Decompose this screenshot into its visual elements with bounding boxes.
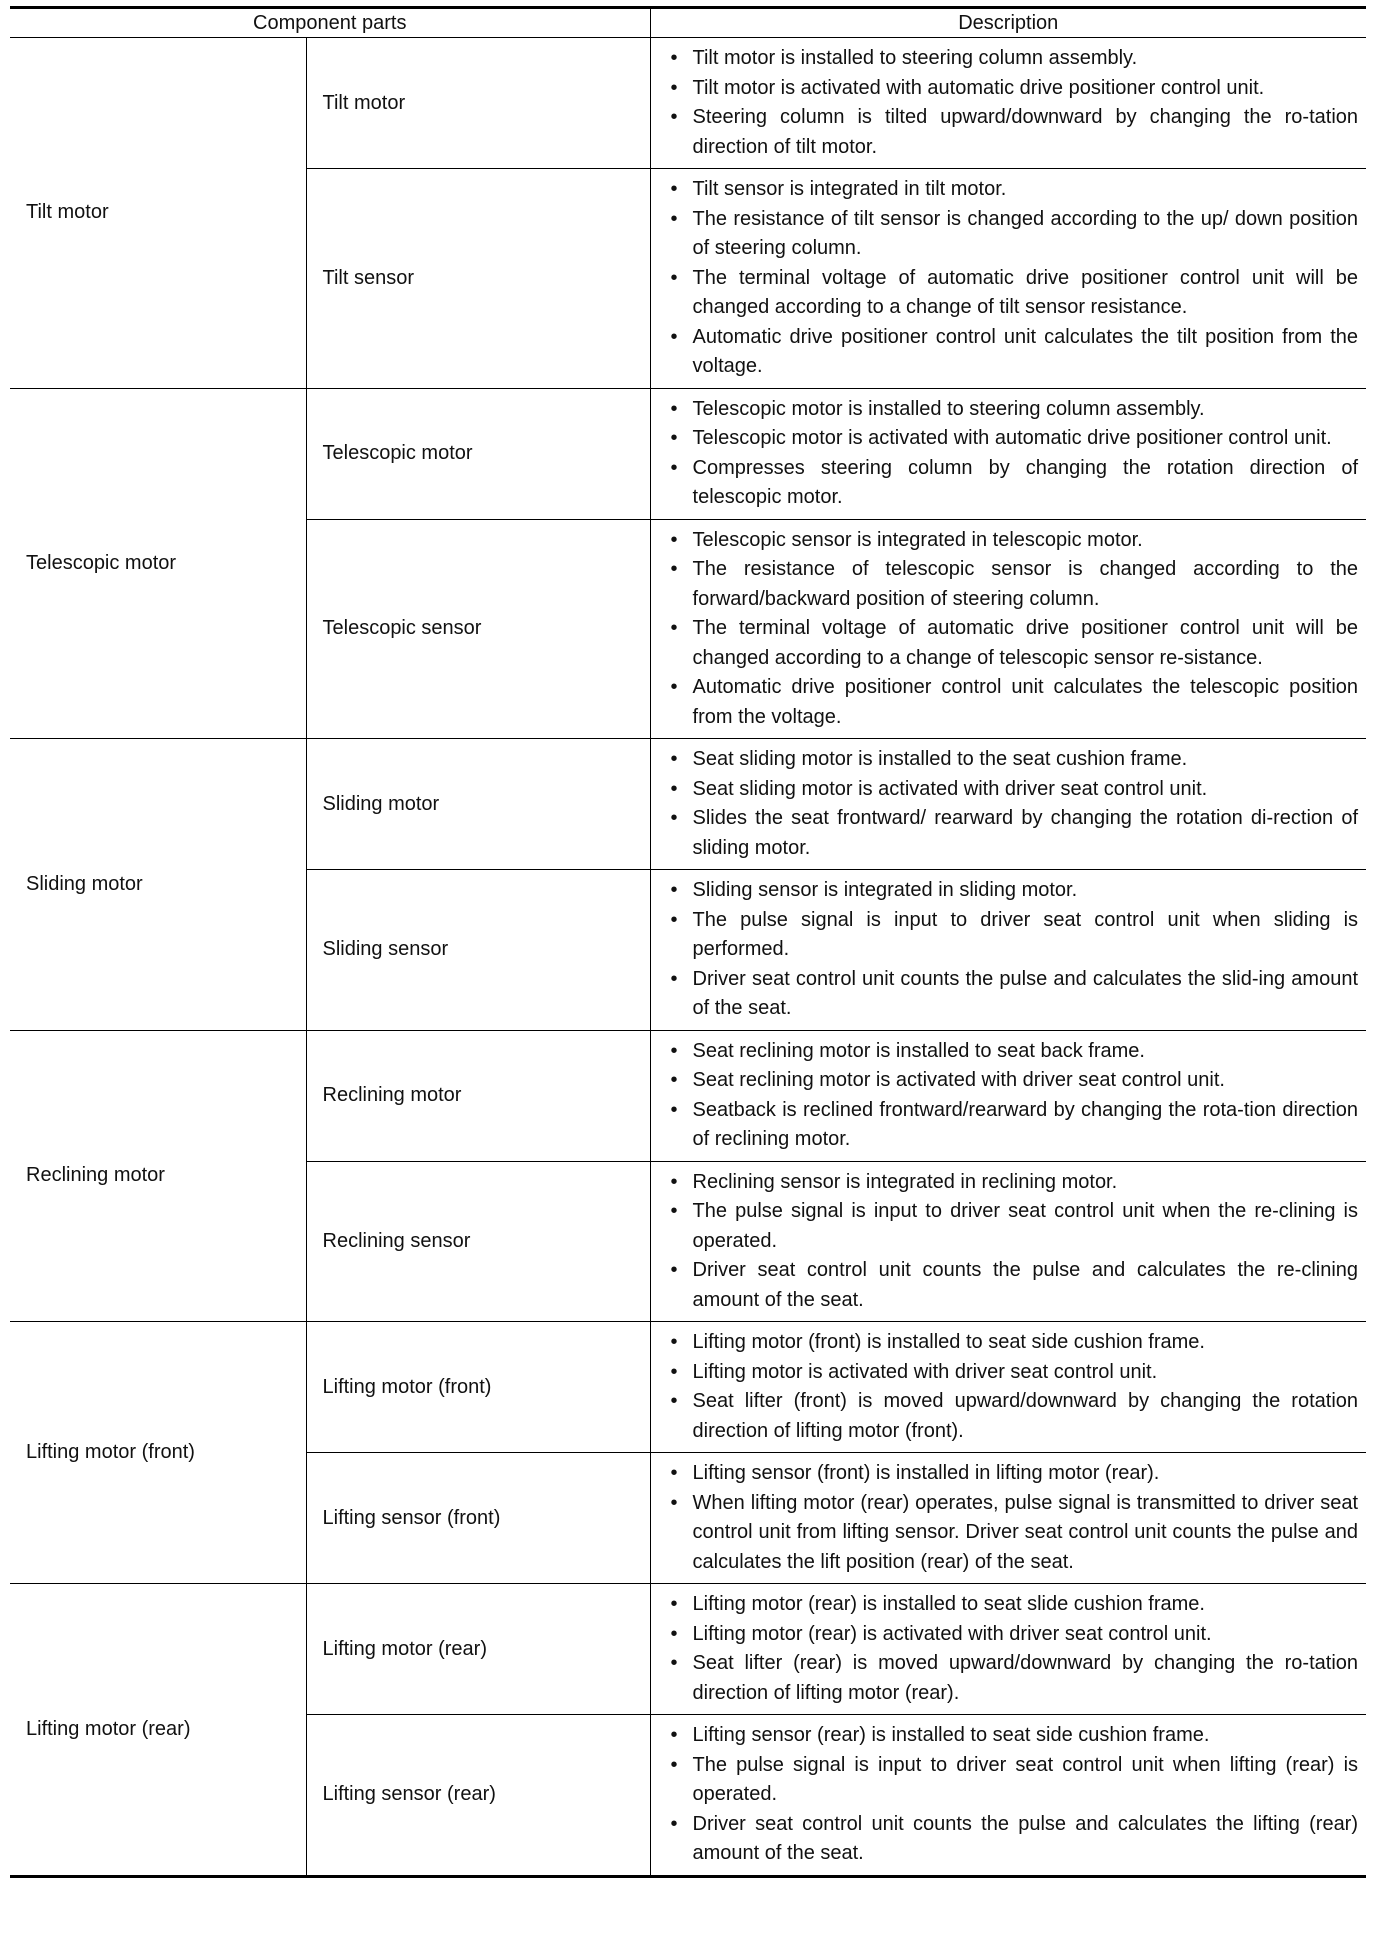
table-header-row [10,8,1366,38]
description-item: • The pulse signal is input to driver seat control unit when lifting (rear) is operated. [667,1751,1359,1810]
description-list [667,1037,1359,1155]
description-cell [650,1584,1366,1715]
description-cell [650,1453,1366,1584]
description-list [667,526,1359,733]
description-item: • Lifting motor (front) is installed to seat side cushion frame. [667,1328,1359,1358]
description-item: • Reclining sensor is integrated in reclining motor. [667,1168,1359,1198]
part-lifting-motor-rear: Lifting motor (rear) [306,1584,650,1715]
description-list [667,1328,1359,1446]
group-lifting-motor-rear: Lifting motor (rear) [10,1584,306,1877]
description-item: • Lifting motor (rear) is installed to seat slide cushion frame. [667,1590,1359,1620]
part-reclining-sensor: Reclining sensor [306,1161,650,1322]
part-lifting-sensor-front: Lifting sensor (front) [306,1453,650,1584]
component-parts-table [10,6,1366,1878]
description-item: • Telescopic motor is activated with automatic drive positioner control unit. [667,424,1359,454]
description-cell [650,739,1366,870]
group-tilt-motor: Tilt motor [10,38,306,389]
header-component-parts: Component parts [10,8,650,38]
component-parts-document [10,6,1366,1878]
description-list [667,1721,1359,1869]
description-list [667,1168,1359,1316]
table-row [10,1030,1366,1161]
group-sliding-motor: Sliding motor [10,739,306,1031]
part-lifting-motor-front: Lifting motor (front) [306,1322,650,1453]
description-list [667,175,1359,382]
description-cell [650,870,1366,1031]
part-telescopic-motor: Telescopic motor [306,388,650,519]
description-list [667,1459,1359,1577]
table-row [10,739,1366,870]
description-item: • Driver seat control unit counts the pulse and calculates the re-clining amount of the seat. [667,1256,1359,1315]
description-item: • Seat sliding motor is installed to the seat cushion frame. [667,745,1359,775]
part-tilt-sensor: Tilt sensor [306,169,650,389]
description-item: • Steering column is tilted upward/downward by changing the ro-tation direction of tilt motor. [667,103,1359,162]
header-description: Description [650,8,1366,38]
description-item: • Automatic drive positioner control unit calculates the tilt position from the voltage. [667,323,1359,382]
description-item: • Lifting motor is activated with driver seat control unit. [667,1358,1359,1388]
description-item: • The terminal voltage of automatic drive positioner control unit will be changed according to a change of tilt sensor resistance. [667,264,1359,323]
table-row [10,1584,1366,1715]
description-list [667,876,1359,1024]
description-item: • The resistance of telescopic sensor is changed according to the forward/backward position of steering column. [667,555,1359,614]
table-row [10,1322,1366,1453]
description-item: • Lifting sensor (rear) is installed to seat side cushion frame. [667,1721,1359,1751]
group-telescopic-motor: Telescopic motor [10,388,306,739]
description-item: • Automatic drive positioner control unit calculates the telescopic position from the voltage. [667,673,1359,732]
description-item: • Lifting motor (rear) is activated with driver seat control unit. [667,1620,1359,1650]
description-list [667,1590,1359,1708]
description-item: • Seat reclining motor is activated with driver seat control unit. [667,1066,1359,1096]
part-telescopic-sensor: Telescopic sensor [306,519,650,739]
description-item: • Seatback is reclined frontward/rearward by changing the rota-tion direction of reclining motor. [667,1096,1359,1155]
description-item: • Seat lifter (rear) is moved upward/downward by changing the ro-tation direction of lifting motor (rear). [667,1649,1359,1708]
description-item: • The pulse signal is input to driver seat control unit when sliding is performed. [667,906,1359,965]
description-cell [650,169,1366,389]
part-sliding-sensor: Sliding sensor [306,870,650,1031]
description-item: • Seat lifter (front) is moved upward/downward by changing the rotation direction of lifting motor (front). [667,1387,1359,1446]
description-item: • The pulse signal is input to driver seat control unit when the re-clining is operated. [667,1197,1359,1256]
part-tilt-motor: Tilt motor [306,38,650,169]
description-cell [650,1322,1366,1453]
description-item: • Driver seat control unit counts the pulse and calculates the slid-ing amount of the seat. [667,965,1359,1024]
description-list [667,745,1359,863]
description-item: • The resistance of tilt sensor is changed according to the up/ down position of steering column. [667,205,1359,264]
description-cell [650,1715,1366,1877]
description-cell [650,1030,1366,1161]
description-item: • Compresses steering column by changing the rotation direction of telescopic motor. [667,454,1359,513]
description-cell [650,519,1366,739]
description-list [667,44,1359,162]
description-item: • Tilt motor is installed to steering column assembly. [667,44,1359,74]
table-row [10,388,1366,519]
description-item: • Driver seat control unit counts the pulse and calculates the lifting (rear) amount of the seat. [667,1810,1359,1869]
description-item: • Seat sliding motor is activated with driver seat control unit. [667,775,1359,805]
group-lifting-motor-front: Lifting motor (front) [10,1322,306,1584]
description-item: • Slides the seat frontward/ rearward by changing the rotation di-rection of sliding motor. [667,804,1359,863]
part-lifting-sensor-rear: Lifting sensor (rear) [306,1715,650,1877]
description-cell [650,388,1366,519]
description-item: • Lifting sensor (front) is installed in lifting motor (rear). [667,1459,1359,1489]
table-row [10,38,1366,169]
table-body [10,38,1366,1877]
description-item: • Tilt motor is activated with automatic drive positioner control unit. [667,74,1359,104]
description-list [667,395,1359,513]
group-reclining-motor: Reclining motor [10,1030,306,1322]
description-item: • Telescopic motor is installed to steering column assembly. [667,395,1359,425]
description-cell [650,1161,1366,1322]
description-item: • The terminal voltage of automatic drive positioner control unit will be changed according to a change of telescopic sensor re-sistance. [667,614,1359,673]
description-item: • When lifting motor (rear) operates, pulse signal is transmitted to driver seat control unit from lifting sensor. Driver seat control unit counts the pulse and calculates the lift position (rear) of the seat. [667,1489,1359,1578]
description-cell [650,38,1366,169]
description-item: • Tilt sensor is integrated in tilt motor. [667,175,1359,205]
description-item: • Telescopic sensor is integrated in telescopic motor. [667,526,1359,556]
description-item: • Seat reclining motor is installed to seat back frame. [667,1037,1359,1067]
part-sliding-motor: Sliding motor [306,739,650,870]
description-item: • Sliding sensor is integrated in sliding motor. [667,876,1359,906]
part-reclining-motor: Reclining motor [306,1030,650,1161]
